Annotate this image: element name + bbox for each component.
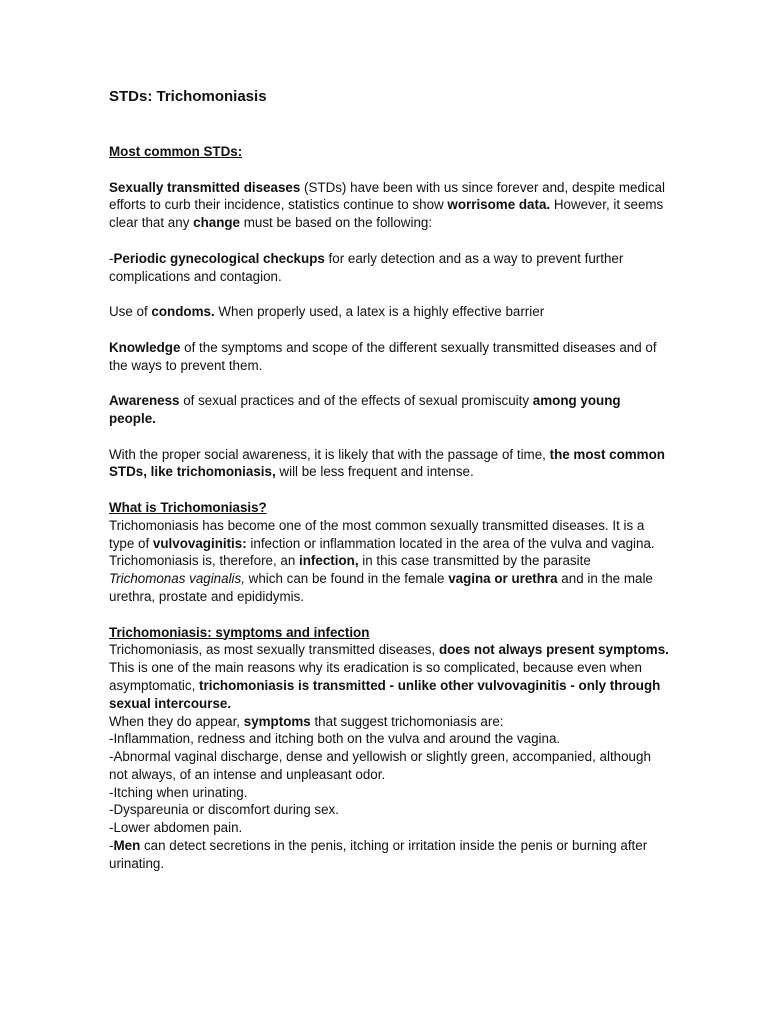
bold-text: the most common STDs, like trichomoniasis,: [109, 446, 665, 480]
bold-text: worrisome data.: [447, 197, 551, 213]
document-body: [109, 88, 669, 873]
text: which can be found in the female: [244, 571, 449, 587]
section-heading-what-is: What is Trichomoniasis?: [109, 499, 267, 515]
bold-text: trichomoniasis is transmitted - unlike other vulvovaginitis - only through sexual intercourse.: [109, 677, 661, 711]
bold-text: change: [193, 215, 241, 231]
bold-text: symptoms: [243, 713, 311, 729]
symptom-list-item-men: [109, 837, 669, 873]
text: for early detection and as a way to prevent further complications and contagion.: [109, 250, 624, 284]
spacer: [109, 481, 669, 499]
text: can detect secretions in the penis, itching or irritation inside the penis or burning after urinating.: [109, 838, 648, 871]
text: must be based on the following:: [240, 215, 433, 231]
bold-text: vagina or urethra: [448, 571, 558, 587]
paragraph-symptoms-intro: [109, 713, 669, 731]
symptom-list-item: -Abnormal vaginal discharge, dense and yellowish or slightly green, accompanied, although not always, of an intense and unpleasant odor.: [109, 749, 651, 782]
text: Trichomoniasis is, therefore, an: [109, 553, 300, 569]
spacer: [109, 374, 669, 392]
spacer: [109, 321, 669, 339]
bold-text: infection,: [299, 553, 359, 569]
spacer: [109, 161, 669, 179]
text: However, it seems clear that any: [109, 197, 664, 231]
symptom-list-item: -Lower abdomen pain.: [109, 820, 243, 836]
section-heading-most-common: Most common STDs:: [109, 144, 243, 159]
paragraph-definition: [109, 517, 669, 553]
text: -: [109, 838, 114, 854]
text: of sexual practices and of the effects of sexual promiscuity: [179, 393, 533, 409]
paragraph-infection: [109, 552, 669, 605]
text: -: [109, 250, 114, 266]
text: Trichomoniasis has become one of the most common sexually transmitted diseases. It is a type of: [109, 517, 645, 551]
paragraph-awareness: [109, 392, 669, 428]
bold-text: Sexually transmitted diseases: [109, 179, 301, 195]
document-title: STDs: Trichomoniasis: [109, 88, 267, 105]
bold-text: Periodic gynecological checkups: [113, 250, 325, 266]
spacer: [109, 232, 669, 250]
bold-text: Knowledge: [109, 339, 181, 355]
text: When properly used, a latex is a highly effective barrier: [214, 304, 545, 320]
text: and in the male urethra, prostate and epididymis.: [109, 571, 653, 604]
italic-text: Trichomonas vaginalis,: [109, 571, 245, 587]
spacer: [109, 285, 669, 303]
paragraph-intro: [109, 179, 669, 232]
spacer: [109, 606, 669, 624]
bold-text: Men: [113, 838, 141, 854]
paragraph-condoms: [109, 303, 669, 321]
symptom-list-item: -Dyspareunia or discomfort during sex.: [109, 802, 339, 818]
text: When they do appear,: [109, 713, 244, 729]
symptom-list-item: -Itching when urinating.: [109, 784, 248, 800]
bold-text: condoms.: [151, 304, 215, 320]
text: in this case transmitted by the parasite: [358, 553, 591, 569]
text: (STDs) have been with us since forever and, despite medical efforts to curb their incidence, statistics continue to show: [109, 179, 665, 213]
paragraph-asymptomatic: [109, 641, 669, 712]
bold-text: among young people.: [109, 393, 621, 426]
symptom-list-item: -Inflammation, redness and itching both on the vulva and around the vagina.: [109, 731, 561, 747]
paragraph-checkups: [109, 250, 669, 286]
text: of the symptoms and scope of the different sexually transmitted diseases and of the ways to prevent them.: [109, 339, 657, 373]
text: infection or inflammation located in the area of the vulva and vagina.: [246, 535, 655, 551]
spacer: [109, 428, 669, 446]
text: This is one of the main reasons why its eradication is so complicated, because even when asymptomatic,: [109, 660, 642, 693]
paragraph-social-awareness: [109, 446, 669, 482]
section-heading-symptoms: Trichomoniasis: symptoms and infection: [109, 624, 370, 640]
text: Trichomoniasis, as most sexually transmitted diseases,: [109, 642, 439, 658]
paragraph-knowledge: [109, 339, 669, 375]
text: Use of: [109, 304, 152, 320]
bold-text: vulvovaginitis:: [152, 535, 247, 551]
text: will be less frequent and intense.: [275, 464, 474, 480]
text: that suggest trichomoniasis are:: [310, 713, 504, 729]
text: With the proper social awareness, it is likely that with the passage of time,: [109, 446, 550, 462]
bold-text: Awareness: [109, 393, 180, 409]
bold-text: does not always present symptoms.: [438, 642, 669, 658]
